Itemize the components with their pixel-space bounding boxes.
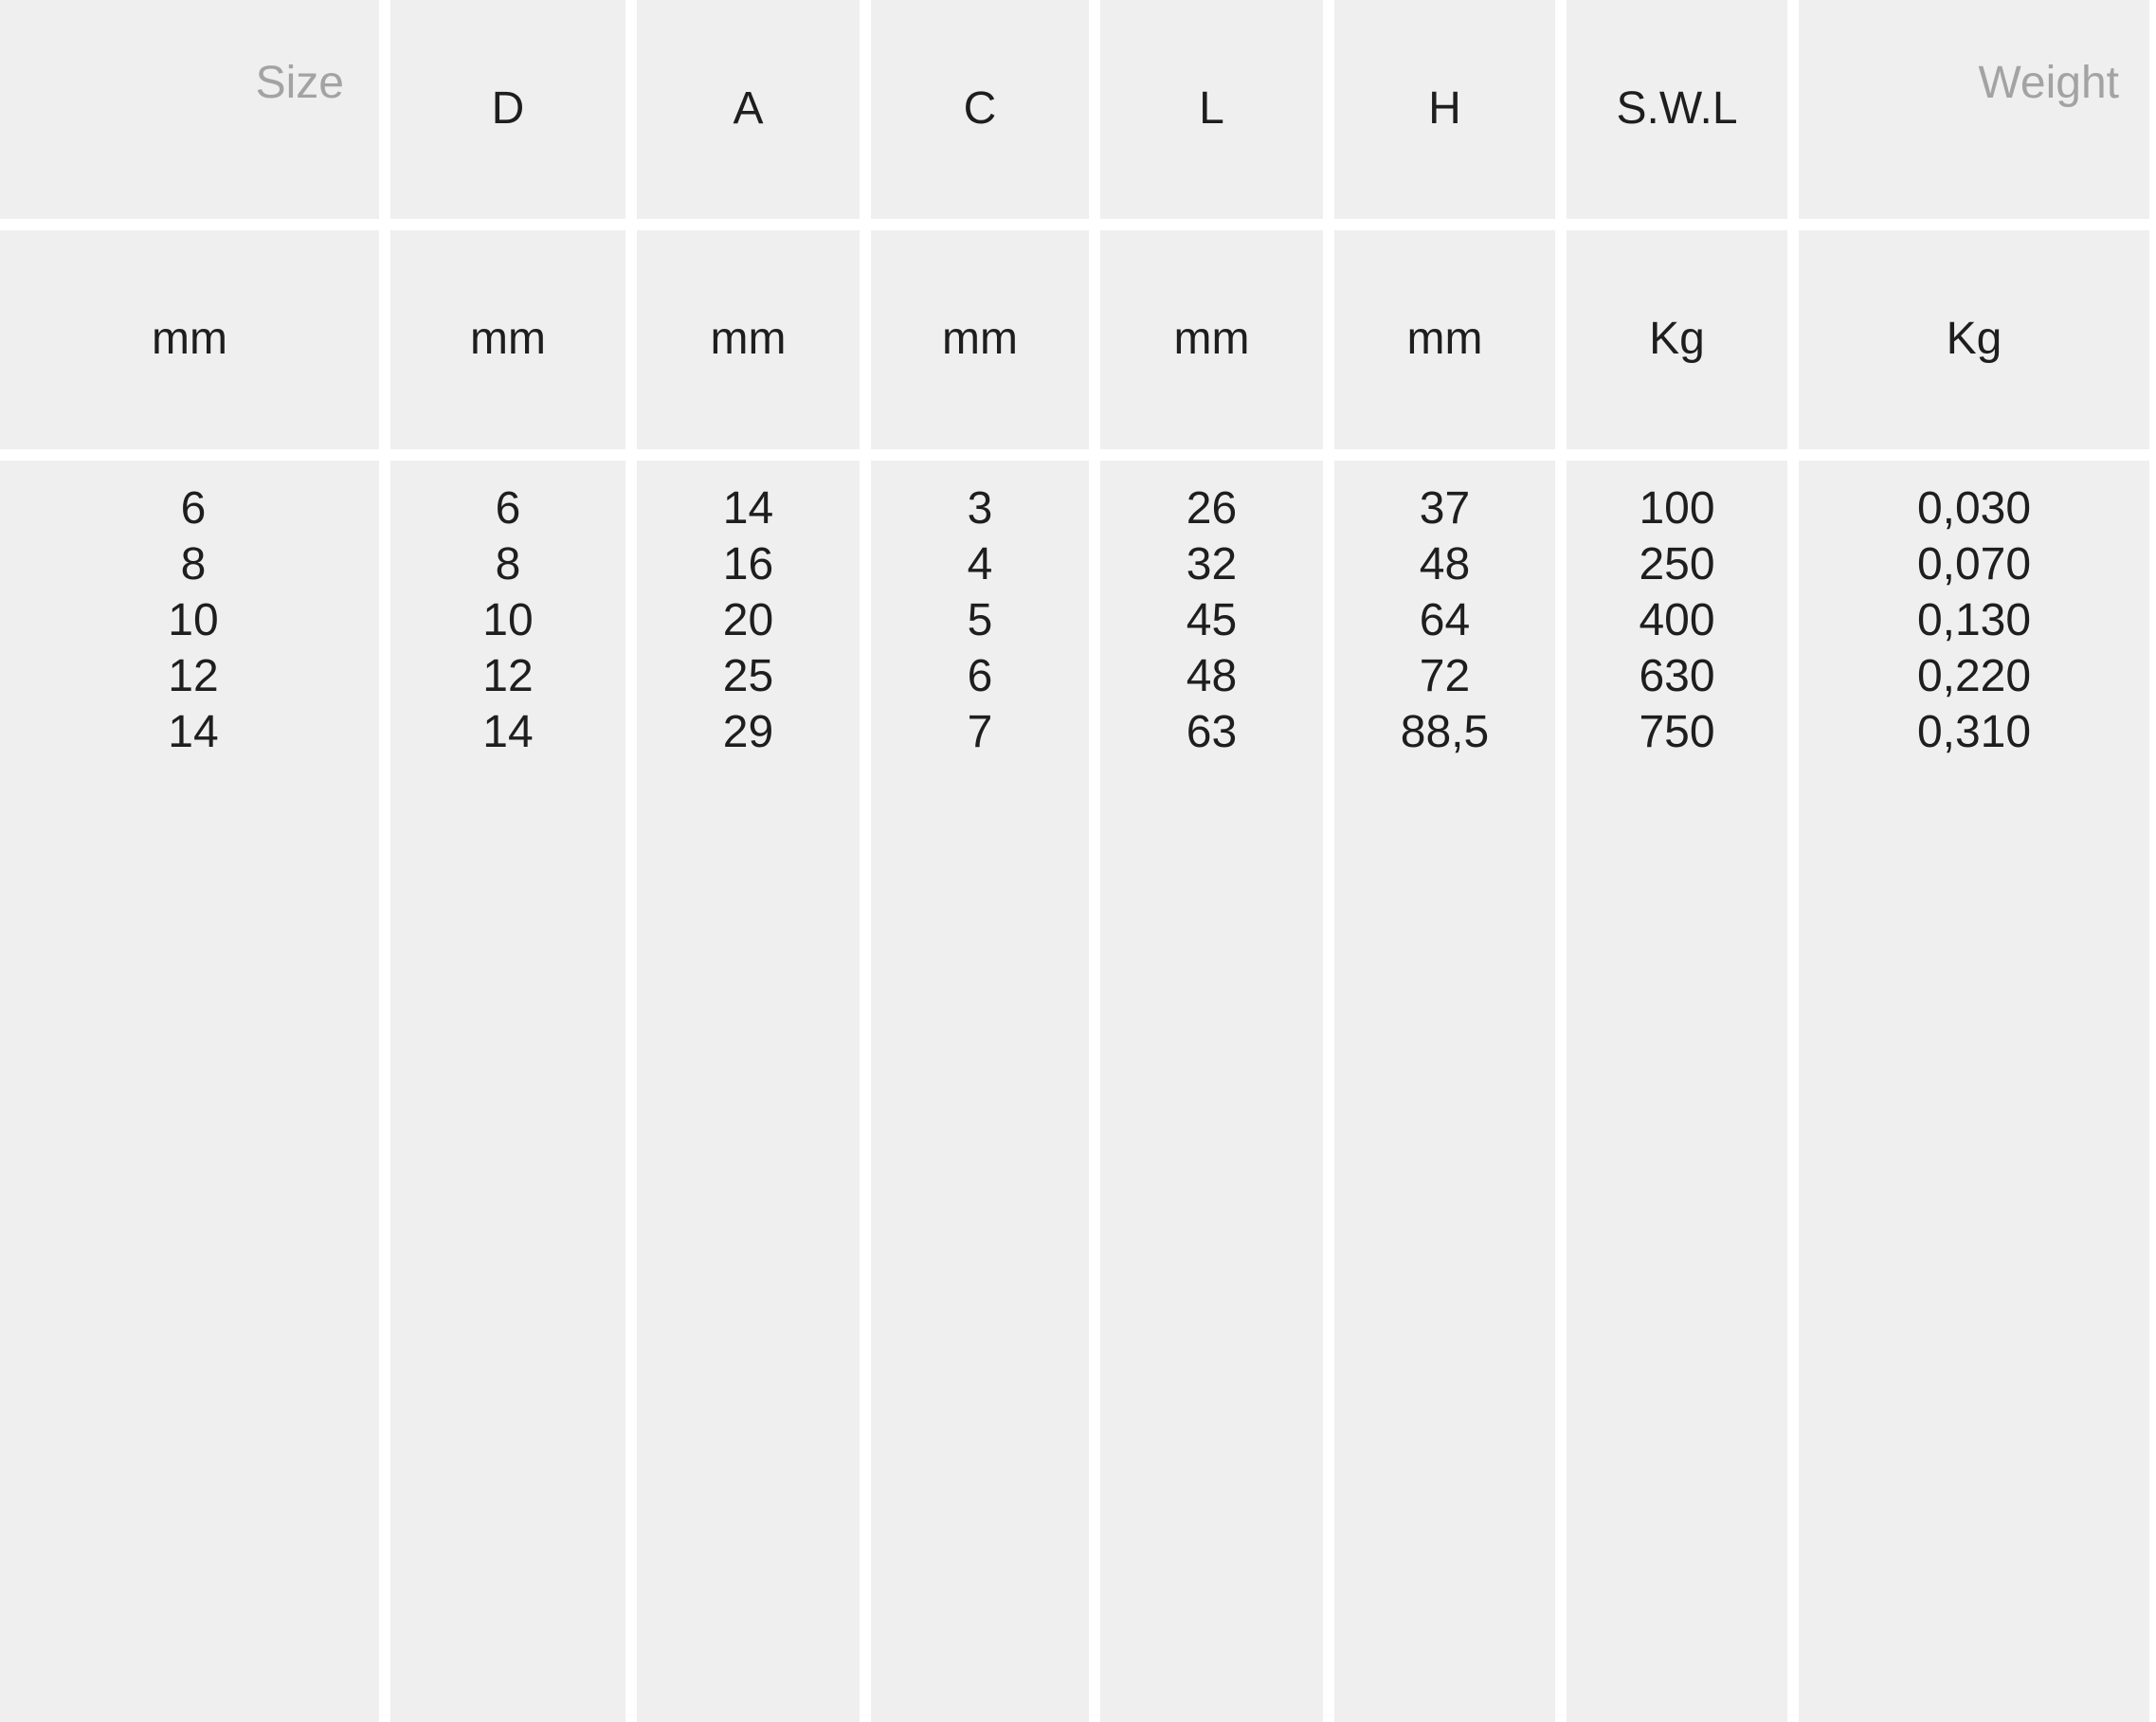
header-swl: S.W.L [1616, 82, 1738, 134]
header-h: H [1428, 82, 1461, 134]
table-cell: 0,130 [1916, 595, 2032, 645]
table-cell: 16 [722, 539, 774, 589]
table-cell: 26 [1186, 483, 1238, 534]
header-cell-weight [1799, 0, 2149, 219]
unit-cell-l [1100, 230, 1323, 449]
unit-cell-weight [1799, 230, 2149, 449]
header-cell-size [0, 0, 379, 219]
data-column-swl [1567, 461, 1787, 1722]
header-cell-swl [1567, 0, 1787, 219]
table-cell: 250 [1639, 539, 1715, 589]
table-cell: 6 [967, 651, 993, 701]
table-cell: 8 [180, 539, 207, 589]
table-cell: 45 [1186, 595, 1238, 645]
table-cell: 20 [722, 595, 774, 645]
table-cell: 0,030 [1916, 483, 2032, 534]
table-cell: 48 [1419, 539, 1471, 589]
table-cell: 100 [1639, 483, 1715, 534]
table-cell: 3 [967, 483, 993, 534]
table-cell: 630 [1639, 651, 1715, 701]
table-cell: 25 [722, 651, 774, 701]
data-column-c [871, 461, 1089, 1722]
header-cell-l [1100, 0, 1323, 219]
table-cell: 0,310 [1916, 707, 2032, 757]
header-l: L [1199, 82, 1224, 134]
table-cell: 72 [1419, 651, 1471, 701]
table-cell: 5 [967, 595, 993, 645]
unit-weight: Kg [1946, 314, 2002, 364]
data-column-size [0, 461, 379, 1722]
data-column-h [1334, 461, 1555, 1722]
data-column-weight [1799, 461, 2149, 1722]
unit-cell-d [390, 230, 625, 449]
header-cell-a [637, 0, 860, 219]
table-cell: 400 [1639, 595, 1715, 645]
table-cell: 12 [482, 651, 534, 701]
header-weight: Weight [1978, 58, 2119, 108]
header-cell-d [390, 0, 625, 219]
header-cell-h [1334, 0, 1555, 219]
header-c: C [963, 82, 997, 134]
table-cell: 12 [168, 651, 219, 701]
unit-cell-c [871, 230, 1089, 449]
unit-cell-swl [1567, 230, 1787, 449]
unit-l: mm [1173, 314, 1250, 364]
table-cell: 48 [1186, 651, 1238, 701]
table-cell: 14 [482, 707, 534, 757]
table-cell: 32 [1186, 539, 1238, 589]
unit-swl: Kg [1649, 314, 1705, 364]
header-a: A [733, 82, 764, 134]
table-cell: 64 [1419, 595, 1471, 645]
unit-cell-a [637, 230, 860, 449]
table-cell: 6 [495, 483, 521, 534]
header-cell-c [871, 0, 1089, 219]
header-d: D [491, 82, 525, 134]
table-cell: 0,070 [1916, 539, 2032, 589]
table-cell: 63 [1186, 707, 1238, 757]
table-cell: 29 [722, 707, 774, 757]
table-cell: 14 [168, 707, 219, 757]
unit-a: mm [710, 314, 787, 364]
table-cell: 6 [180, 483, 207, 534]
table-cell: 8 [495, 539, 521, 589]
table-cell: 7 [967, 707, 993, 757]
table-cell: 37 [1419, 483, 1471, 534]
table-cell: 750 [1639, 707, 1715, 757]
data-column-l [1100, 461, 1323, 1722]
table-cell: 10 [482, 595, 534, 645]
unit-size: mm [152, 314, 227, 364]
unit-c: mm [942, 314, 1018, 364]
unit-cell-size [0, 230, 379, 449]
table-cell: 10 [168, 595, 219, 645]
unit-h: mm [1406, 314, 1483, 364]
table-cell: 4 [967, 539, 993, 589]
table-cell: 0,220 [1916, 651, 2032, 701]
unit-cell-h [1334, 230, 1555, 449]
data-column-d [390, 461, 625, 1722]
header-size: Size [255, 58, 344, 108]
data-column-a [637, 461, 860, 1722]
unit-d: mm [470, 314, 546, 364]
table-cell: 88,5 [1400, 707, 1490, 757]
table-cell: 14 [722, 483, 774, 534]
